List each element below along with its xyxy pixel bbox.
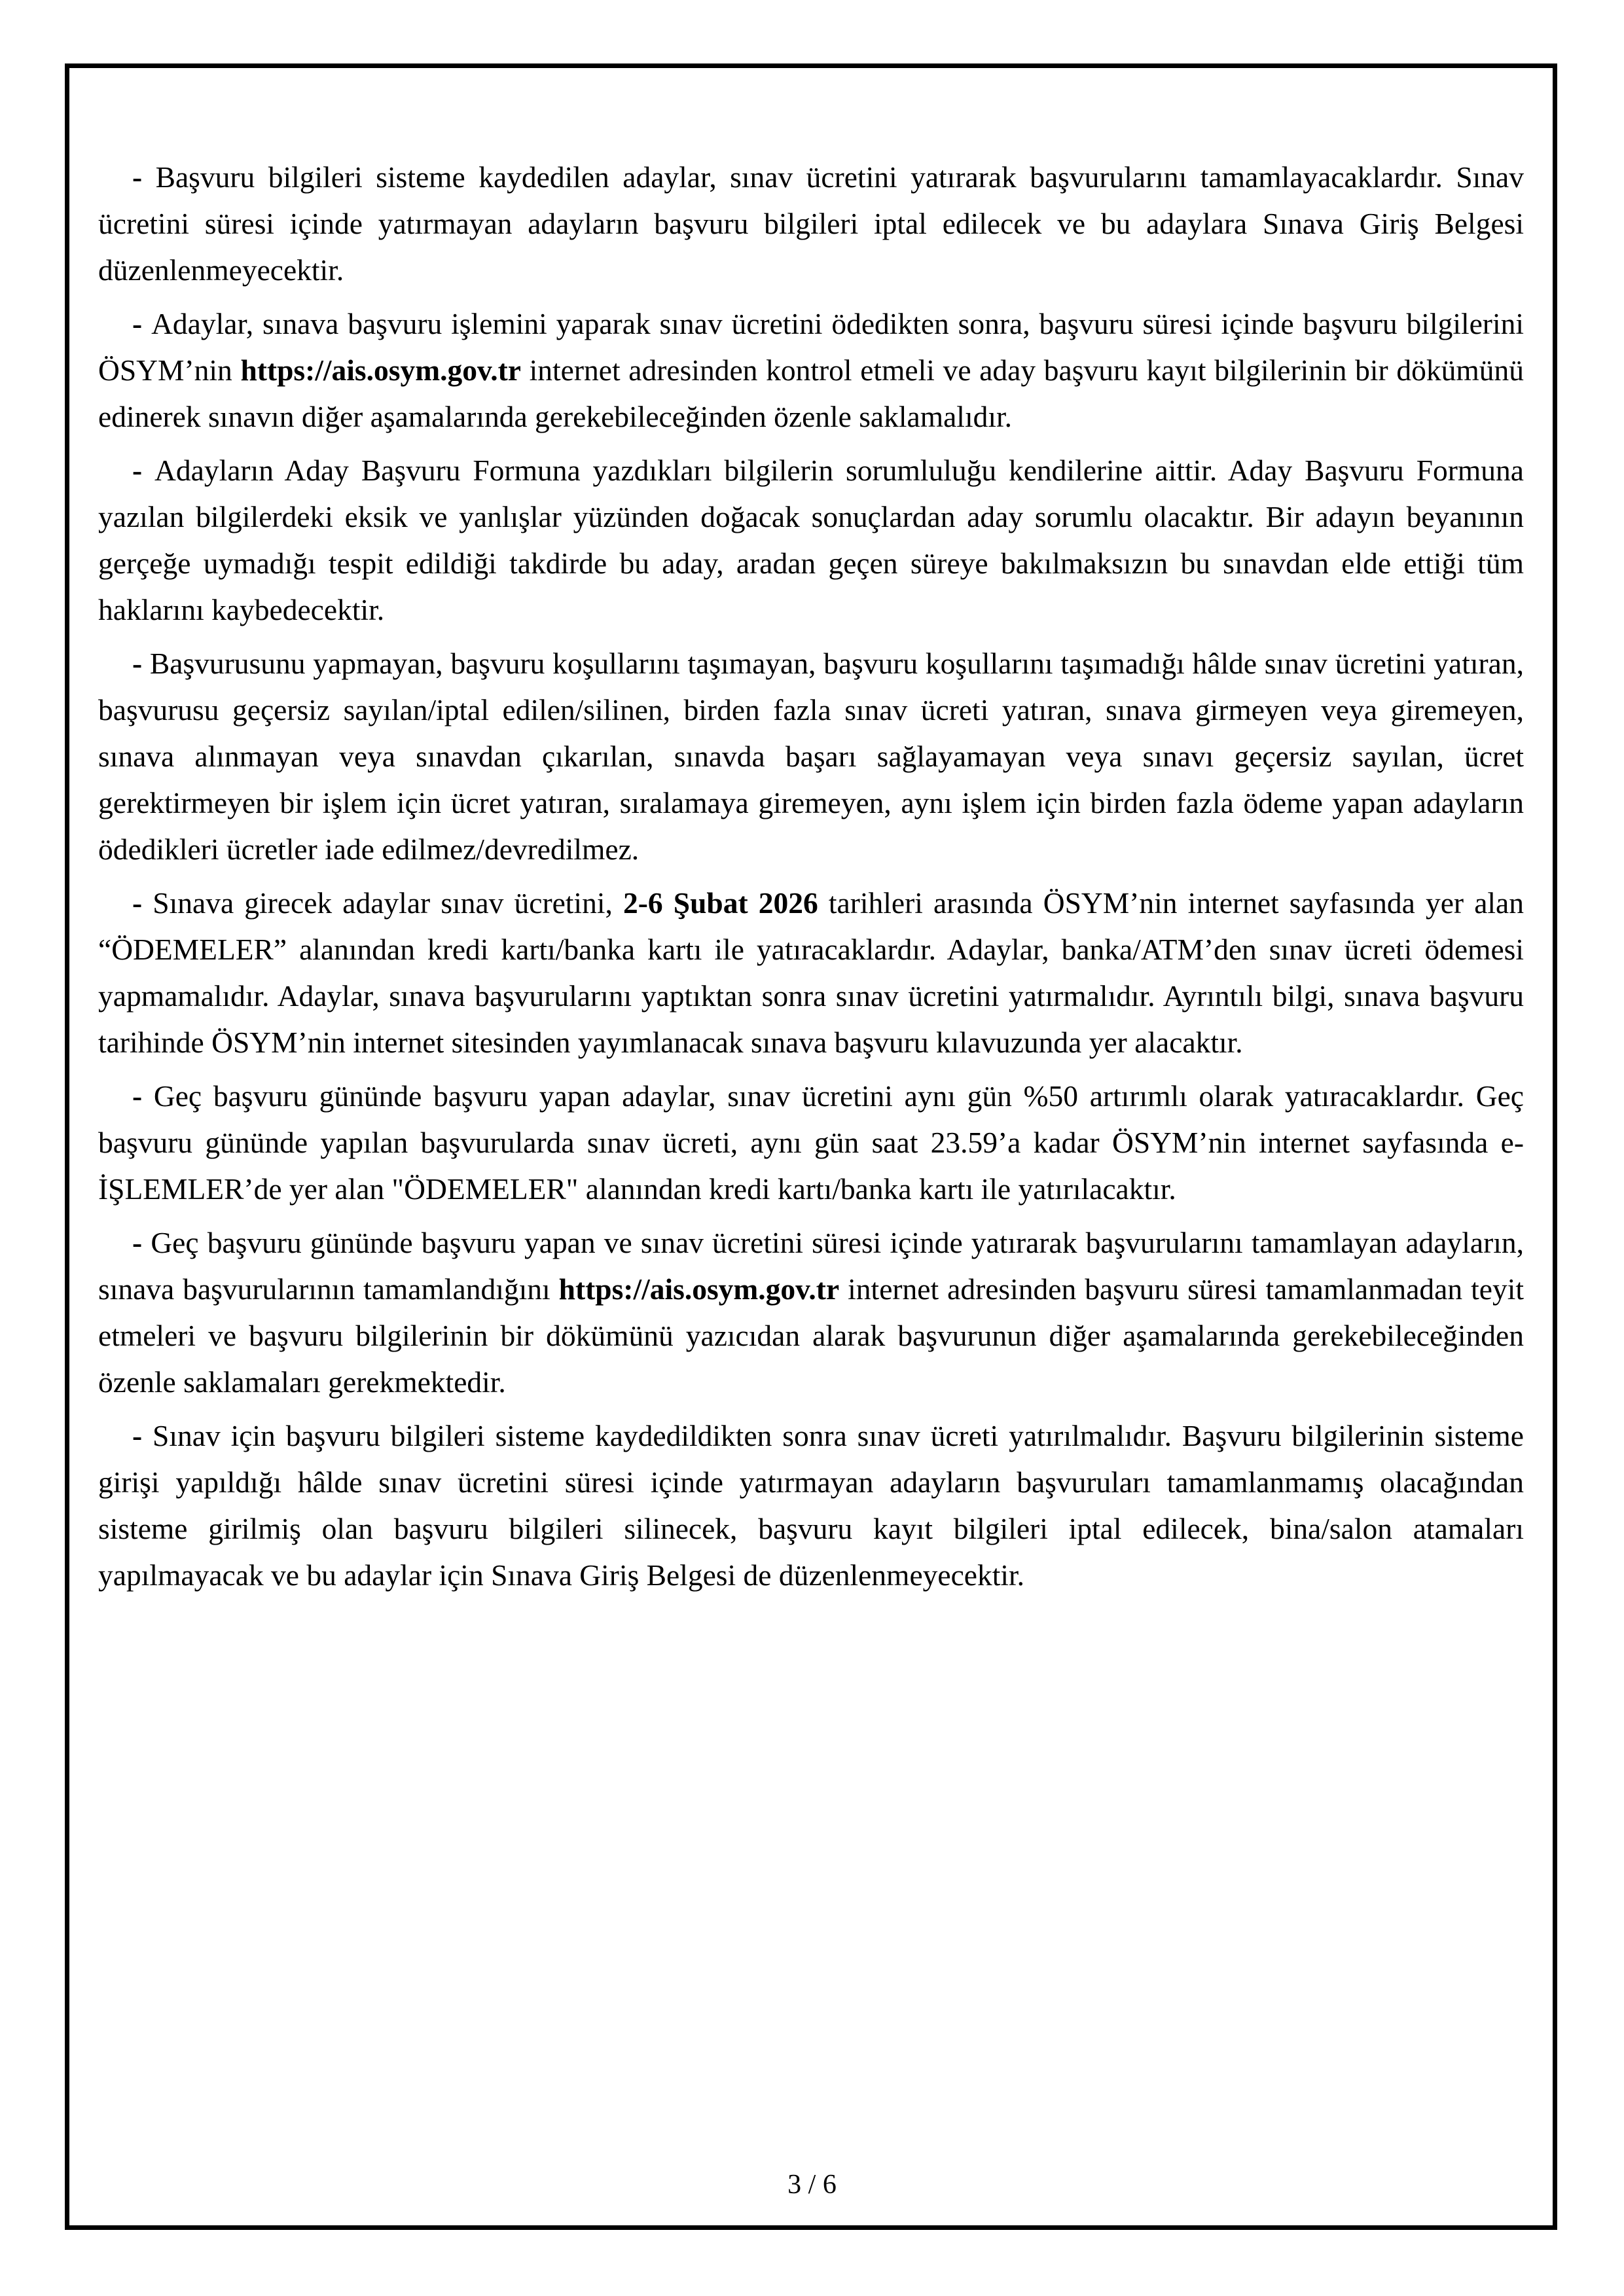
paragraph-text: internet adresinden kontrol etmeli ve aday başvuru kayıt bilgilerinin bir dökümünü edinerek sınavın diğer aşamalarında gerekebileceğinden özenle saklamalıdır.: [98, 353, 1524, 433]
paragraph-text: Sınava girecek adaylar sınav ücretini,: [153, 886, 623, 920]
paragraph-text: Adaylar, sınava başvuru işlemini yaparak sınav ücretini ödedikten sonra, başvuru süresi içinde başvuru bilgilerini ÖSYM’nin: [98, 307, 1524, 387]
page-footer: [0, 2168, 1624, 2202]
paragraph-bullet: -: [132, 307, 152, 340]
paragraph-bullet: -: [132, 1079, 154, 1113]
paragraph-text: internet adresinden başvuru süresi tamamlanmadan teyit etmeleri ve başvuru bilgilerinin bir dökümünü yazıcıdan alarak başvurunun diğer aşamalarında gerekebileceğinden özenle saklamaları gerekmektedir.: [98, 1272, 1525, 1399]
paragraph: [98, 447, 1524, 633]
paragraph-text: tarihleri arasında ÖSYM’nin internet sayfasında yer alan “ÖDEMELER” alanından kredi kartı/banka kartı ile yatıracaklardır. Adaylar, banka/ATM’den sınav ücreti ödemesi yapmamalıdır. Adaylar, sınava başvurularını yaptıktan sonra sınav ücretini yatırmalıdır. Ayrıntılı bilgi, sınava başvuru tarihinde ÖSYM’nin internet sitesinden yayımlanacak sınava başvuru kılavuzunda yer alacaktır.: [98, 886, 1524, 1059]
paragraph: [98, 300, 1524, 440]
paragraph-text: Başvuru bilgileri sisteme kaydedilen adaylar, sınav ücretini yatırarak başvurularını tamamlayacaklardır. Sınav ücretini süresi içinde yatırmayan adayların başvuru bilgileri iptal edilecek ve bu adaylara Sınava Giriş Belgesi düzenlenmeyecektir.: [98, 160, 1525, 287]
document-body: [98, 154, 1524, 1605]
paragraph-bullet: -: [132, 1419, 153, 1452]
paragraph-text: Geç başvuru gününde başvuru yapan ve sınav ücretini süresi içinde yatırarak başvurularını tamamlayan adayların, sınava başvurularının tamamlandığını: [98, 1226, 1524, 1306]
paragraph: [98, 640, 1524, 872]
paragraph: [98, 1073, 1524, 1212]
paragraph-text: Başvurusunu yapmayan, başvuru koşullarını taşımayan, başvuru koşullarını taşımadığı hâlde sınav ücretini yatıran, başvurusu geçersiz sayılan/iptal edilen/silinen, birden fazla sınav ücreti yatıran, sınava girmeyen veya giremeyen, sınava alınmayan veya sınavdan çıkarılan, sınavda başarı sağlayamayan veya sınavı geçersiz sayılan, ücret gerektirmeyen bir işlem için ücret yatıran, sıralamaya giremeyen, aynı işlem için birden fazla ödeme yapan adayların ödedikleri ücretler iade edilmez/devredilmez.: [98, 647, 1524, 866]
paragraph-bullet: -: [132, 1226, 151, 1259]
paragraph: [98, 1412, 1524, 1598]
paragraph-text: Adayların Aday Başvuru Formuna yazdıkları bilgilerin sorumluluğu kendilerine aittir. Aday Başvuru Formuna yazılan bilgilerdeki eksik ve yanlışlar yüzünden doğacak sonuçlardan aday sorumlu olacaktır. Bir adayın beyanının gerçeğe uymadığı tespit edildiği takdirde bu aday, aradan geçen süreye bakılmaksızın bu sınavdan elde ettiği tüm haklarını kaybedecektir.: [98, 454, 1524, 626]
page-number: 3 / 6: [787, 2170, 837, 2200]
paragraph: [98, 154, 1524, 293]
emphasis-text: 2-6 Şubat 2026: [623, 886, 818, 920]
paragraph-text: Geç başvuru gününde başvuru yapan adaylar, sınav ücretini aynı gün %50 artırımlı olarak yatıracaklardır. Geç başvuru gününde yapılan başvurularda sınav ücreti, aynı gün saat 23.59’a kadar ÖSYM’nin internet sayfasında e-İŞLEMLER’de yer alan "ÖDEMELER" alanından kredi kartı/banka kartı ile yatırılacaktır.: [98, 1079, 1524, 1206]
paragraph: [98, 880, 1524, 1066]
paragraph-bullet: -: [132, 886, 153, 920]
emphasis-text: https://ais.osym.gov.tr: [558, 1272, 840, 1306]
paragraph-bullet: -: [132, 454, 155, 487]
paragraph-text: Sınav için başvuru bilgileri sisteme kaydedildikten sonra sınav ücreti yatırılmalıdır. Başvuru bilgilerinin sisteme girişi yapıldığı hâlde sınav ücretini süresi içinde yatırmayan adayların başvuruları tamamlanmamış olacağından sisteme girilmiş olan başvuru bilgileri silinecek, başvuru kayıt bilgileri iptal edilecek, bina/salon atamaları yapılmayacak ve bu adaylar için Sınava Giriş Belgesi de düzenlenmeyecektir.: [98, 1419, 1524, 1592]
paragraph-bullet: -: [132, 647, 150, 680]
paragraph: [98, 1219, 1524, 1405]
emphasis-text: https://ais.osym.gov.tr: [240, 353, 521, 387]
paragraph-bullet: -: [132, 160, 156, 194]
